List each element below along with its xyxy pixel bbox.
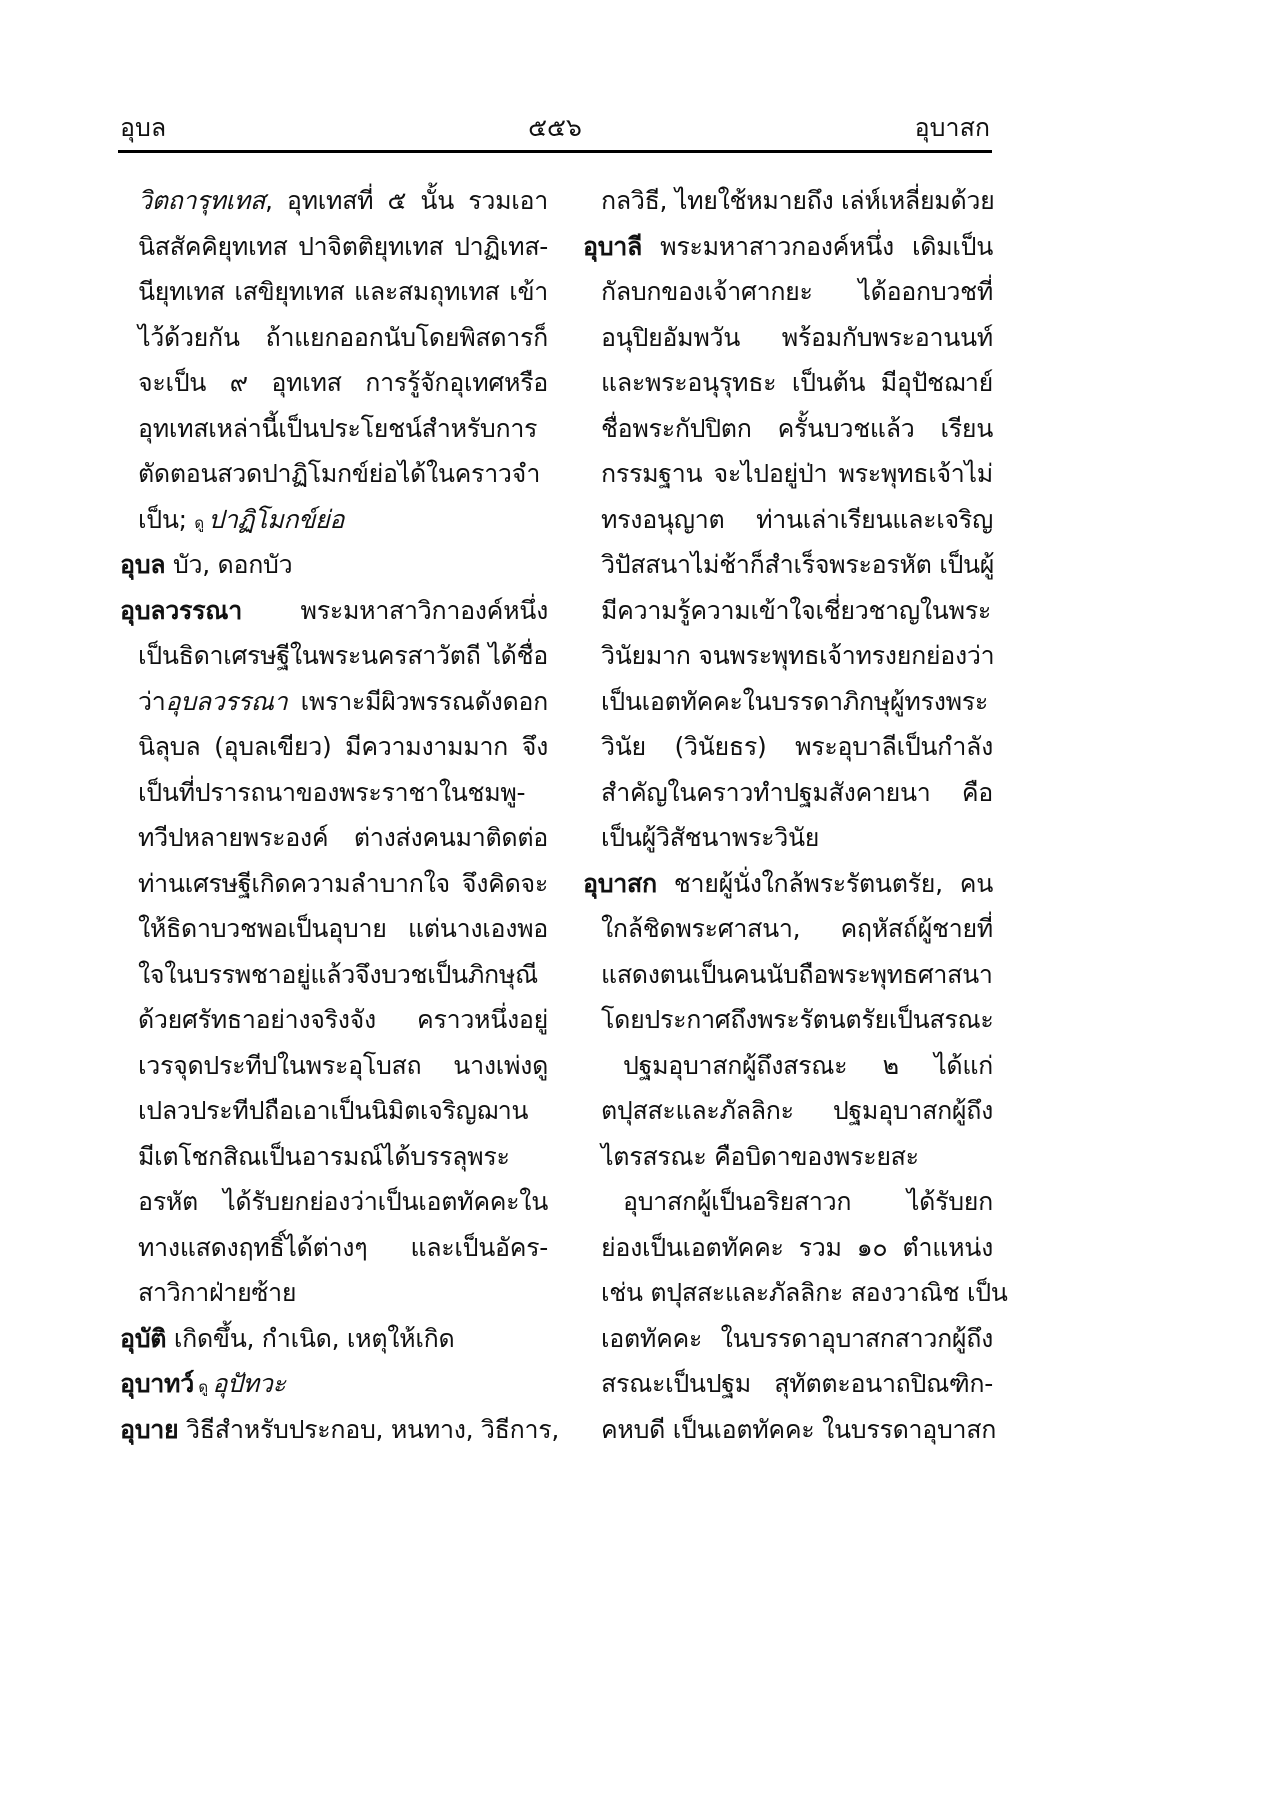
headword: อุบลวรรณา [120, 595, 242, 625]
definition-text: อนุปิยอัมพวัน พร้อมกับพระอานนท์ [601, 322, 993, 352]
definition-text: ตปุสสะและภัลลิกะ ปฐมอุบาสกผู้ถึง [601, 1096, 993, 1125]
text-line [583, 588, 993, 634]
definition-text: แสดงตนเป็นคนนับถือพระพุทธศาสนา [601, 959, 993, 989]
text-line [583, 1134, 993, 1180]
definition-text: เป็นที่ปรารถนาของพระราชาในชมพู- [138, 777, 526, 807]
text-line [583, 1043, 993, 1089]
see-reference: ดู [193, 1378, 213, 1396]
definition-text: เอตทัคคะ ในบรรดาอุบาสกสาวกผู้ถึง [601, 1323, 993, 1353]
header-rule [118, 150, 992, 153]
text-line [583, 633, 993, 679]
definition-text: ทวีปหลายพระองค์ ต่างส่งคนมาติดต่อ [138, 823, 548, 852]
text-line [583, 224, 993, 270]
text-line [583, 952, 993, 998]
definition-text: เป็นเอตทัคคะในบรรดาภิกษุผู้ทรงพระ [601, 686, 989, 716]
text-line [583, 1361, 993, 1407]
headword: อุบาสก [583, 868, 657, 898]
text-line [120, 815, 548, 861]
text-line [120, 1179, 548, 1225]
text-line [120, 406, 548, 452]
italic-term: ปาฏิโมกข์ย่อ [208, 504, 345, 534]
text-line [583, 679, 993, 725]
definition-text: เป็นธิดาเศรษฐีในพระนครสาวัตถี ได้ชื่อ [138, 641, 548, 670]
definition-text: ไว้ด้วยกัน ถ้าแยกออกนับโดยพิสดารก็ [138, 322, 548, 352]
text-line [120, 360, 548, 406]
definition-text: คหบดี เป็นเอตทัคคะ ในบรรดาอุบาสก [601, 1414, 997, 1444]
text-line [583, 724, 993, 770]
headword: อุบาย [120, 1414, 179, 1444]
definition-text: ด้วยศรัทธาอย่างจริงจัง คราวหนึ่งอยู่ [138, 1005, 548, 1034]
text-line [120, 679, 548, 725]
definition-text: ชื่อพระกัปปิตก ครั้นบวชแล้ว เรียน [601, 413, 993, 443]
right-column [583, 178, 1008, 1452]
definition-text: เช่น ตปุสสะและภัลลิกะ สองวาณิช เป็น [601, 1278, 1008, 1307]
text-line [583, 178, 993, 224]
definition-text: อรหัต ได้รับยกย่องว่าเป็นเอตทัคคะใน [138, 1187, 548, 1216]
definition-text: พระมหาสาวกองค์หนึ่ง เดิมเป็น [642, 231, 993, 261]
text-line [120, 1361, 548, 1407]
text-line [583, 861, 993, 907]
definition-text: ชายผู้นั่งใกล้พระรัตนตรัย, คน [656, 868, 993, 898]
definition-text: ตัดตอนสวดปาฏิโมกข์ย่อได้ในคราวจำ [138, 459, 541, 488]
definition-text: อุทเทสเหล่านี้เป็นประโยชน์สำหรับการ [138, 413, 538, 443]
definition-text: วิธีสำหรับประกอบ, หนทาง, วิธีการ, [178, 1414, 559, 1444]
text-line [583, 1270, 1008, 1316]
definition-text: วิปัสสนาไม่ช้าก็สำเร็จพระอรหัต เป็นผู้ [601, 550, 995, 579]
definition-text: โดยประกาศถึงพระรัตนตรัยเป็นสรณะ [601, 1005, 994, 1034]
italic-term: อุบลวรรณา [165, 686, 288, 716]
italic-term: อุปัทวะ [212, 1369, 286, 1398]
definition-text: บัว, ดอกบัว [165, 550, 293, 579]
definition-text: กลวิธี, ไทยใช้หมายถึง เล่ห์เหลี่ยมด้วย [601, 186, 995, 215]
right-guide-word: อุบาสก [914, 113, 990, 142]
definition-text: วินัยมาก จนพระพุทธเจ้าทรงยกย่องว่า [601, 641, 995, 670]
definition-text: ให้ธิดาบวชพอเป็นอุบาย แต่นางเองพอ [138, 914, 548, 943]
text-line [120, 633, 548, 679]
definition-text: เป็นผู้วิสัชนาพระวินัย [601, 823, 820, 852]
definition-text: มีความรู้ความเข้าใจเชี่ยวชาญในพระ [601, 595, 992, 625]
definition-text: และพระอนุรุทธะ เป็นต้น มีอุปัชฌาย์ [601, 368, 993, 397]
definition-text: ใจในบรรพชาอยู่แล้วจึงบวชเป็นภิกษุณี [138, 959, 538, 989]
definition-text: เกิดขึ้น, กำเนิด, เหตุให้เกิด [166, 1323, 455, 1353]
italic-term: วิตถารุทเทส [138, 186, 265, 215]
text-line [583, 542, 993, 588]
definition-text: จะเป็น ๙ อุทเทส การรู้จักอุเทศหรือ [138, 368, 548, 397]
page-number: ๕๕๖ [528, 113, 582, 142]
text-line [583, 497, 993, 543]
headword: อุบาทว์ [120, 1369, 194, 1398]
headword: อุบาลี [583, 231, 643, 261]
text-line [583, 770, 993, 816]
text-line [120, 861, 548, 907]
text-line [120, 451, 548, 497]
see-reference: ดู [194, 513, 209, 532]
text-line [583, 997, 993, 1043]
definition-text: ว่า [138, 686, 166, 716]
definition-text: เพราะมีผิวพรรณดังดอก [287, 686, 548, 716]
text-line [120, 1043, 548, 1089]
text-line [583, 360, 993, 406]
definition-text: นิลุบล (อุบลเขียว) มีความงามมาก จึง [138, 732, 548, 761]
text-line [120, 542, 548, 588]
text-line [120, 224, 548, 270]
text-line [120, 588, 548, 634]
definition-text: สาวิกาฝ่ายซ้าย [138, 1278, 297, 1307]
text-line [120, 724, 548, 770]
definition-text: ท่านเศรษฐีเกิดความลำบากใจ จึงคิดจะ [138, 868, 548, 898]
text-line [120, 269, 548, 315]
text-line [120, 497, 548, 543]
definition-text: สำคัญในคราวทำปฐมสังคายนา คือ [601, 777, 993, 807]
definition-text: ไตรสรณะ คือบิดาของพระยสะ [601, 1141, 919, 1171]
definition-text: เวรจุดประทีปในพระอุโบสถ นางเพ่งดู [138, 1050, 548, 1080]
text-line [583, 1316, 993, 1362]
definition-text: นียุทเทส เสขิยุทเทส และสมถุทเทส เข้า [138, 277, 548, 306]
definition-text: เป็น; [138, 504, 195, 534]
definition-text: กรรมฐาน จะไปอยู่ป่า พระพุทธเจ้าไม่ [601, 459, 993, 488]
text-line [583, 815, 993, 861]
text-line [583, 906, 993, 952]
text-line [583, 1088, 993, 1134]
definition-text: ปฐมอุบาสกผู้ถึงสรณะ ๒ ได้แก่ [623, 1050, 993, 1080]
text-line [583, 315, 993, 361]
headword: อุบล [120, 550, 166, 579]
text-line [120, 770, 548, 816]
left-column [120, 178, 559, 1452]
text-line [120, 1407, 559, 1453]
definition-text: วินัย (วินัยธร) พระอุบาลีเป็นกำลัง [601, 732, 993, 761]
text-line [120, 1088, 548, 1134]
text-line [120, 178, 548, 224]
definition-text: เปลวประทีปถือเอาเป็นนิมิตเจริญฌาน [138, 1096, 529, 1125]
text-line [583, 406, 993, 452]
text-line [583, 1407, 997, 1453]
text-line [120, 952, 548, 998]
text-line [120, 1316, 548, 1362]
definition-text: นิสสัคคิยุทเทส ปาจิตติยุทเทส ปาฏิเทส- [138, 231, 548, 261]
definition-text: พระมหาสาวิกาองค์หนึ่ง [241, 595, 548, 625]
text-line [583, 1179, 993, 1225]
definition-text: กัลบกของเจ้าศากยะ ได้ออกบวชที่ [601, 277, 993, 306]
headword: อุบัติ [120, 1323, 167, 1353]
definition-text: , อุทเทสที่ ๕ นั้น รวมเอา [264, 186, 548, 215]
text-line [120, 1134, 548, 1180]
text-line [120, 1225, 548, 1271]
definition-text: สรณะเป็นปฐม สุทัตตะอนาถปิณฑิก- [601, 1369, 993, 1398]
text-line [120, 1270, 548, 1316]
definition-text: ใกล้ชิดพระศาสนา, คฤหัสถ์ผู้ชายที่ [601, 914, 993, 943]
text-line [120, 315, 548, 361]
text-line [120, 906, 548, 952]
text-line [583, 1225, 993, 1271]
text-line [120, 997, 548, 1043]
text-line [583, 451, 993, 497]
text-line [583, 269, 993, 315]
definition-text: มีเตโชกสิณเป็นอารมณ์ได้บรรลุพระ [138, 1141, 510, 1171]
definition-text: ย่องเป็นเอตทัคคะ รวม ๑๐ ตำแหน่ง [601, 1232, 993, 1262]
definition-text: ทางแสดงฤทธิ์ได้ต่างๆ และเป็นอัคร- [138, 1232, 548, 1262]
definition-text: อุบาสกผู้เป็นอริยสาวก ได้รับยก [623, 1187, 993, 1216]
left-guide-word: อุบล [120, 113, 167, 142]
running-header [120, 108, 990, 148]
definition-text: ทรงอนุญาต ท่านเล่าเรียนและเจริญ [601, 504, 993, 534]
